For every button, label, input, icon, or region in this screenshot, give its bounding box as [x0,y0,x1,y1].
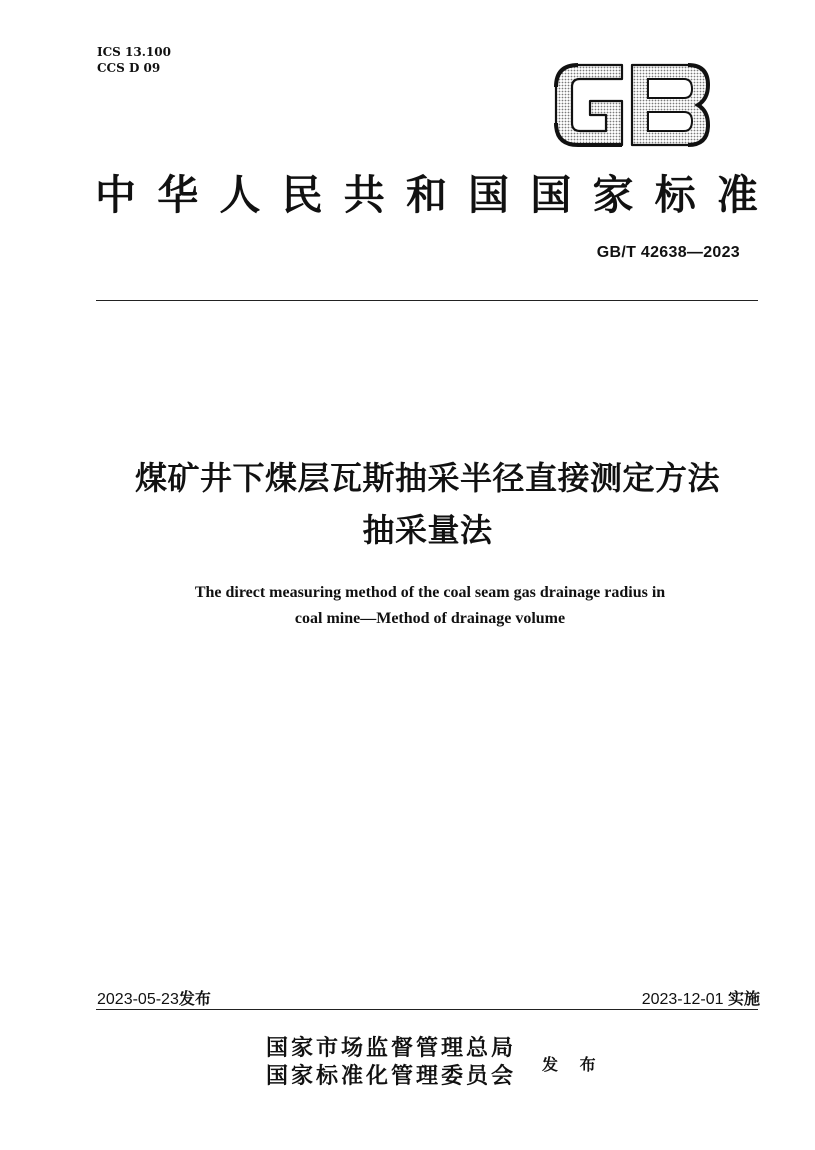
standard-number: GB/T 42638—2023 [596,244,740,261]
header-char: 国 [468,171,510,219]
header-char: 和 [405,171,447,219]
publish-label: 发 布 [542,1055,604,1074]
issue-date-label: 发布 [178,989,211,1008]
issuing-authorities [266,1034,516,1090]
ccs-code: CCS D 09 [97,61,161,75]
issuer-sac: 国家标准化管理委员会 [266,1063,517,1089]
header-char: 家 [592,171,634,219]
header-char: 国 [530,171,572,219]
chinese-title-line-2: 抽采量法 [362,511,493,549]
issue-date [97,986,211,1009]
header-char: 准 [716,171,758,219]
header-char: 标 [654,171,696,219]
top-divider [96,300,758,301]
english-title [90,580,770,632]
header-char: 民 [281,171,323,219]
header-char: 人 [219,171,261,219]
chinese-title-line-1: 煤矿井下煤层瓦斯抽采半径直接测定方法 [134,459,720,497]
standard-type-header [95,162,758,221]
gb-emblem-icon [552,57,712,153]
chinese-title [60,452,795,556]
header-char: 共 [343,171,385,219]
header-char: 中 [95,171,136,219]
english-title-line-1: The direct measuring method of the coal seam gas drainage radius in [194,584,666,601]
ics-code: ICS 13.100 [97,45,171,59]
issuer-samr: 国家市场监督管理总局 [266,1035,517,1061]
classification-codes [97,44,171,76]
issue-date-value: 2023-05-23 [97,991,179,1008]
english-title-line-2: coal mine—Method of drainage volume [294,610,566,627]
header-char: 华 [157,171,199,219]
implementation-date-value: 2023-12-01 [641,991,724,1008]
implementation-date [560,986,760,1009]
bottom-divider [96,1009,758,1010]
implementation-date-label: 实施 [727,989,760,1008]
